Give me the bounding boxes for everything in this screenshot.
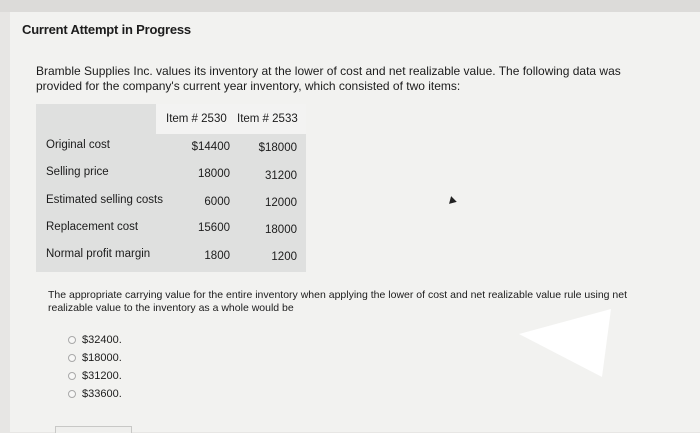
attempt-title: Current Attempt in Progress [22, 22, 191, 37]
problem-intro: Bramble Supplies Inc. values its inventory at the lower of cost and net realizable value. The following data was provided for the company's current year inventory, which consisted of two items: [36, 64, 621, 93]
column-header-item-2530: Item # 2530 [166, 113, 227, 125]
column-header-item-2533: Item # 2533 [237, 113, 298, 125]
cell-replacement-cost-2530: 15600 [198, 222, 230, 234]
row-label-normal-profit-margin: Normal profit margin [46, 248, 151, 260]
option-32400[interactable] [68, 334, 122, 346]
row-label-selling-price: Selling price [46, 166, 109, 178]
cell-replacement-cost-2533: 18000 [265, 224, 297, 236]
option-label: $18000. [82, 352, 122, 364]
cell-original-cost-2533: $18000 [258, 142, 297, 154]
radio-button-icon[interactable] [68, 354, 76, 362]
cell-normal-profit-margin-2530: 1800 [204, 250, 230, 262]
cell-normal-profit-margin-2533: 1200 [271, 251, 297, 263]
question-text: The appropriate carrying value for the entire inventory when applying the lower of cost and net realizable value rule using net realizable value to the inventory as a whole would be [48, 289, 628, 314]
radio-button-icon[interactable] [68, 372, 76, 380]
option-label: $33600. [82, 388, 122, 400]
data-table [36, 104, 306, 272]
option-18000[interactable] [68, 352, 122, 364]
row-label-estimated-selling-costs: Estimated selling costs [46, 194, 163, 206]
top-band [0, 0, 700, 12]
cell-estimated-selling-costs-2530: 6000 [204, 196, 230, 208]
row-label-original-cost: Original cost [46, 139, 110, 151]
cell-selling-price-2533: 31200 [265, 170, 297, 182]
option-label: $32400. [82, 334, 122, 346]
cell-estimated-selling-costs-2533: 12000 [265, 197, 297, 209]
option-33600[interactable] [68, 388, 122, 400]
row-label-replacement-cost: Replacement cost [46, 221, 139, 233]
cell-original-cost-2530: $14400 [191, 141, 230, 153]
option-label: $31200. [82, 370, 122, 382]
cell-selling-price-2530: 18000 [198, 168, 230, 180]
option-31200[interactable] [68, 370, 122, 382]
radio-button-icon[interactable] [68, 336, 76, 344]
radio-button-icon[interactable] [68, 390, 76, 398]
